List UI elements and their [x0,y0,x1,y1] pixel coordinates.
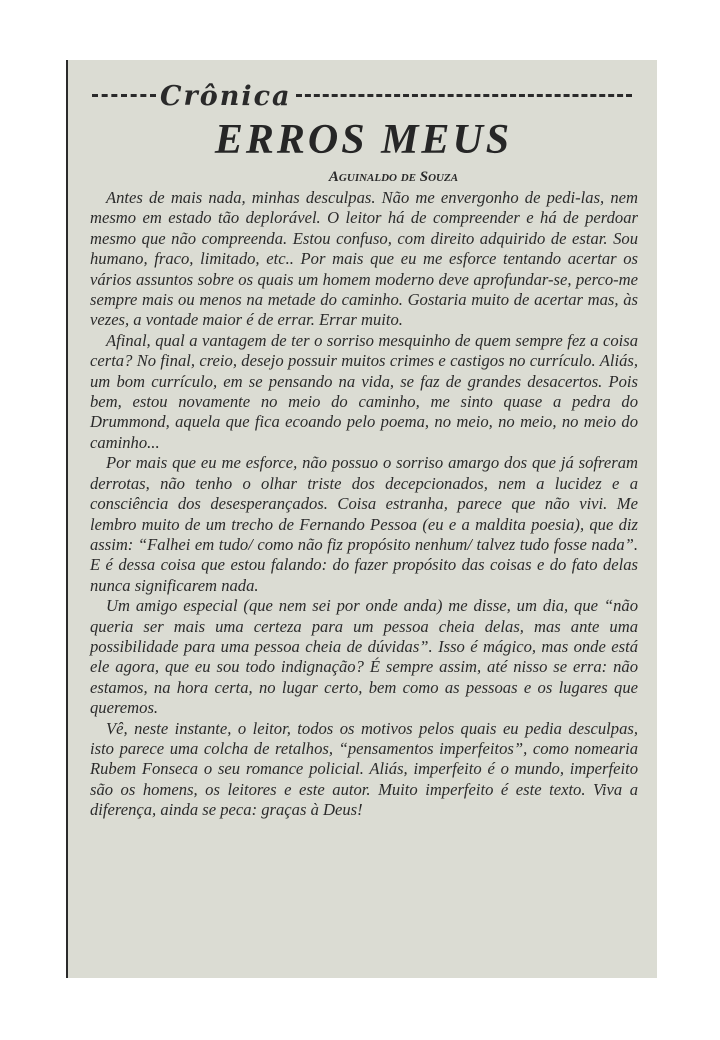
section-rule-right [296,94,632,102]
paragraph-3: Por mais que eu me esforce, não possuo o sorriso amargo dos que já sofreram derrotas, não tenho o olhar triste dos decepcionados, nem a lucidez e a consciência dos desesperançados. Coisa estranha, parece que não vivi. Me lembro muito de um trecho de Fernando Pessoa (eu e a maldita poesia), que diz assim: “Falhei em tudo/ como não fiz propósito nenhum/ talvez tudo fosse nada”. E é dessa coisa que estou falando: do fazer propósito das coisas e do fato delas nunca significarem nada. [90,453,638,595]
paragraph-5: Vê, neste instante, o leitor, todos os motivos pelos quais eu pedia desculpas, isto parece uma colcha de retalhos, “pensamentos imperfeitos”, como nomearia Rubem Fonseca o seu romance policial. Aliás, imperfeito é o mundo, imperfeito são os homens, os leitores e este autor. Muito imperfeito é este texto. Viva a diferença, ainda se peca: graças à Deus! [90,718,638,820]
paragraph-1: Antes de mais nada, minhas desculpas. Não me envergonho de pedi-las, nem mesmo em estado tão deplorável. O leitor há de compreender e há de perdoar mesmo que não compreenda. Estou confuso, com direito adquirido de estar. Sou humano, fraco, limitado, etc.. Por mais que eu me esforce tentando acertar os vários assuntos sobre os quais um homem moderno deve aprofundar-se, perco-me sempre mais ou menos na metade do caminho. Gostaria muito de acertar mas, às vezes, a vontade maior é de errar. Errar muito. [90,188,638,330]
paragraph-2: Afinal, qual a vantagem de ter o sorriso mesquinho de quem sempre fez a coisa certa? No final, creio, desejo possuir muitos crimes e castigos no currículo. Aliás, um bom currículo, em se pensando na vida, se faz de grandes desacertos. Pois bem, estou novamente no meio do caminho, me sinto quase a pedra do Drummond, aquela que fica ecoando pelo poema, no meio, no meio, no meio do caminho... [90,330,638,452]
section-header [92,82,632,112]
section-rule-left [92,94,156,102]
newspaper-clipping [66,60,657,978]
article-title: ERROS MEUS [214,117,513,163]
section-label: Crônica [160,81,292,112]
paragraph-4: Um amigo especial (que nem sei por onde anda) me disse, um dia, que “não queria ser mais uma certeza para um pessoa cheia delas, mas ante uma possibilidade para uma pessoa cheia de dúvidas”. Isso é mágico, mas onde está ele agora, que eu sou todo indignação? É sempre assim, até nisso se erra: não estamos, na hora certa, no lugar certo, bem como as pessoas e os lugares que queremos. [90,596,638,718]
author-byline: Aguinaldo de Souza [328,169,459,185]
article-body [90,188,638,821]
